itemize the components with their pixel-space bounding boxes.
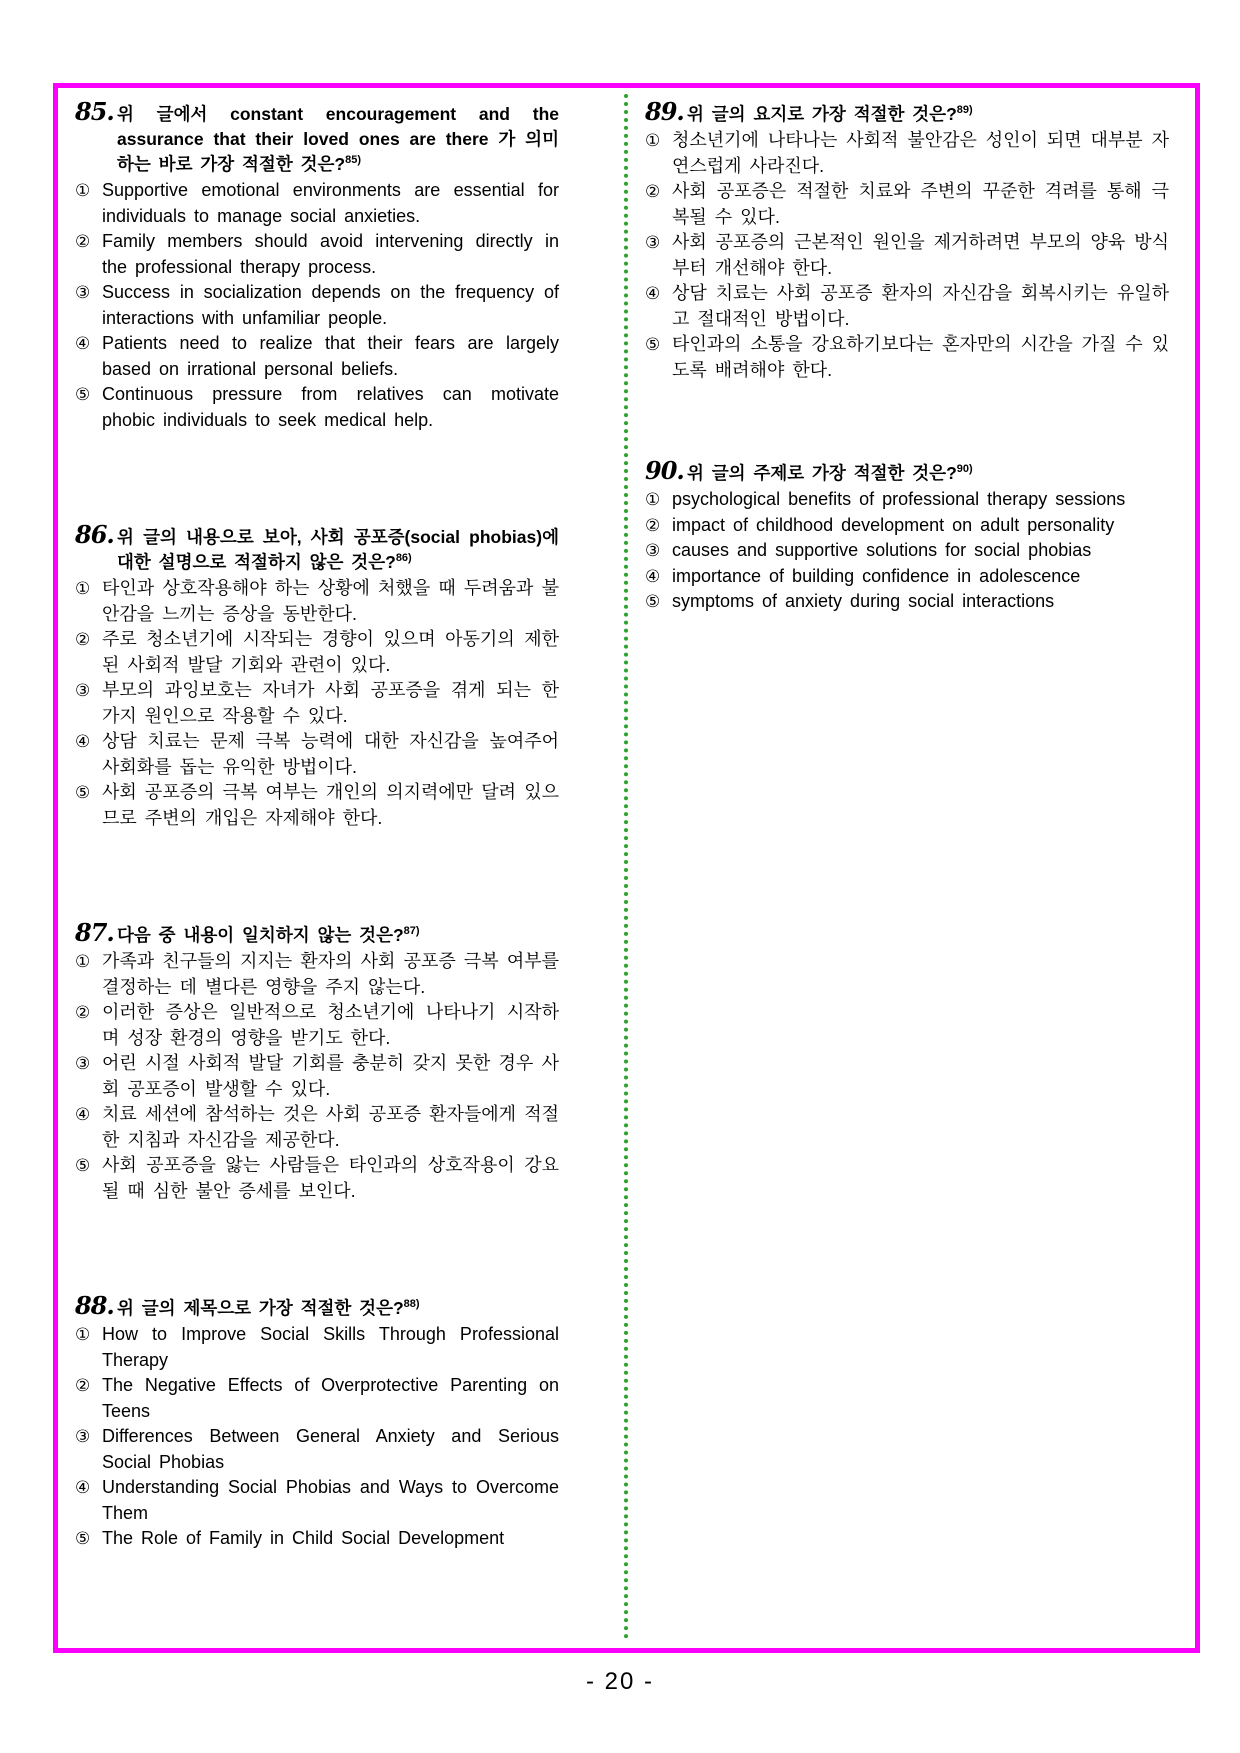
question-89-stem-text: 위 글의 요지로 가장 적절한 것은? xyxy=(687,104,957,124)
option-4-text: importance of building confidence in adolescence xyxy=(672,565,1081,586)
option-5-text: 사회 공포증의 극복 여부는 개인의 의지력에만 달려 있으므로 주변의 개입은 자제해야 한다. xyxy=(102,782,559,828)
option-4-marker: ④ xyxy=(75,1478,91,1497)
option-2-marker: ② xyxy=(75,232,91,251)
option-1-marker: ① xyxy=(75,181,91,200)
option-1-marker: ① xyxy=(645,490,661,509)
option-2 xyxy=(645,179,1169,230)
option-3-text: 부모의 과잉보호는 자녀가 사회 공포증을 겪게 되는 한 가지 원인으로 작용할 수 있다. xyxy=(102,680,559,726)
option-3-marker: ③ xyxy=(645,233,661,252)
option-2-text: 사회 공포증은 적절한 치료와 주변의 꾸준한 격려를 통해 극복될 수 있다. xyxy=(672,181,1169,227)
question-85-footnote-ref: 85) xyxy=(345,154,361,167)
question-89-stem xyxy=(645,97,1169,127)
question-85-stem xyxy=(75,97,559,177)
option-4-text: 치료 세션에 참석하는 것은 사회 공포증 환자들에게 적절한 지침과 자신감을 제공한다. xyxy=(102,1104,559,1150)
option-4-marker: ④ xyxy=(645,284,661,303)
question-90-options xyxy=(645,487,1169,615)
option-1-text: psychological benefits of professional therapy sessions xyxy=(672,489,1126,509)
option-4-text: 상담 치료는 사회 공포증 환자의 자신감을 회복시키는 유일하고 절대적인 방법이다. xyxy=(672,283,1169,329)
question-86-stem-text: 위 글의 내용으로 보아, 사회 공포증(social phobias)에 대한 설명으로 적절하지 않은 것은? xyxy=(117,527,559,572)
question-89-number: 89. xyxy=(645,97,684,126)
question-85-options xyxy=(75,178,559,433)
option-2-marker: ② xyxy=(645,515,661,535)
option-3-marker: ③ xyxy=(75,1427,91,1446)
option-1 xyxy=(75,576,559,627)
option-1-text: 청소년기에 나타나는 사회적 불안감은 성인이 되면 대부분 자연스럽게 사라진다. xyxy=(672,130,1169,176)
option-3 xyxy=(75,280,559,331)
question-88 xyxy=(75,1291,559,1552)
option-3-text: causes and supportive solutions for social phobias xyxy=(672,540,1092,560)
option-4-text: 상담 치료는 문제 극복 능력에 대한 자신감을 높여주어 사회화를 돕는 유익한 방법이다. xyxy=(102,731,559,777)
option-2-text: 주로 청소년기에 시작되는 경향이 있으며 아동기의 제한된 사회적 발달 기회와 관련이 있다. xyxy=(102,629,559,675)
option-5 xyxy=(75,1526,559,1552)
option-4 xyxy=(645,281,1169,332)
option-4 xyxy=(75,331,559,382)
option-5-text: 사회 공포증을 앓는 사람들은 타인과의 상호작용이 강요될 때 심한 불안 증세를 보인다. xyxy=(102,1155,559,1201)
column-divider xyxy=(624,94,628,1640)
option-2-text: The Negative Effects of Overprotective Parenting on Teens xyxy=(102,1375,559,1421)
option-1-text: 가족과 친구들의 지지는 환자의 사회 공포증 극복 여부를 결정하는 데 별다른 영향을 주지 않는다. xyxy=(102,951,559,997)
option-5-text: symptoms of anxiety during social interactions xyxy=(672,591,1055,611)
option-3-marker: ③ xyxy=(75,681,91,700)
option-1-text: 타인과 상호작용해야 하는 상황에 처했을 때 두려움과 불안감을 느끼는 증상을 동반한다. xyxy=(102,578,559,624)
option-1 xyxy=(645,487,1169,513)
option-3 xyxy=(75,1424,559,1475)
exam-page-frame xyxy=(53,83,1200,1653)
option-5-text: The Role of Family in Child Social Development xyxy=(102,1528,505,1548)
option-1-text: Supportive emotional environments are essential for individuals to manage social anxieties. xyxy=(102,180,559,226)
option-1-text: How to Improve Social Skills Through Professional Therapy xyxy=(102,1324,559,1370)
option-5 xyxy=(75,780,559,831)
option-3-text: Differences Between General Anxiety and Serious Social Phobias xyxy=(102,1426,559,1472)
question-86-number: 86. xyxy=(75,520,114,549)
option-1 xyxy=(645,128,1169,179)
option-1 xyxy=(75,178,559,229)
option-2 xyxy=(75,229,559,280)
option-5 xyxy=(645,589,1169,615)
question-88-stem-text: 위 글의 제목으로 가장 적절한 것은? xyxy=(117,1298,404,1318)
option-1 xyxy=(75,949,559,1000)
option-5-marker: ⑤ xyxy=(75,1156,91,1175)
option-4-marker: ④ xyxy=(75,334,91,353)
question-90-stem-text: 위 글의 주제로 가장 적절한 것은? xyxy=(687,463,957,483)
option-4 xyxy=(75,729,559,780)
question-88-stem xyxy=(75,1291,559,1321)
option-3 xyxy=(75,1051,559,1102)
option-1-marker: ① xyxy=(75,579,91,598)
option-5 xyxy=(75,1153,559,1204)
question-86-stem xyxy=(75,520,559,575)
option-2 xyxy=(75,1373,559,1424)
option-3-text: 어린 시절 사회적 발달 기회를 충분히 갖지 못한 경우 사회 공포증이 발생할 수 있다. xyxy=(102,1053,559,1099)
option-2-text: 이러한 증상은 일반적으로 청소년기에 나타나기 시작하며 성장 환경의 영향을 받기도 한다. xyxy=(102,1002,559,1048)
option-3-text: Success in socialization depends on the frequency of interactions with unfamiliar people. xyxy=(102,282,559,328)
option-4-text: Patients need to realize that their fears are largely based on irrational personal beliefs. xyxy=(102,333,559,379)
question-90-stem xyxy=(645,456,1169,486)
option-4 xyxy=(645,564,1169,590)
question-87 xyxy=(75,918,559,1204)
option-5-text: Continuous pressure from relatives can motivate phobic individuals to seek medical help. xyxy=(102,384,559,430)
option-5-marker: ⑤ xyxy=(75,1529,91,1548)
option-2-marker: ② xyxy=(75,630,91,649)
question-88-options xyxy=(75,1322,559,1552)
option-4-marker: ④ xyxy=(645,566,661,586)
right-column xyxy=(645,97,1169,615)
left-column xyxy=(75,97,559,1552)
option-1-marker: ① xyxy=(75,1325,91,1344)
question-90-number: 90. xyxy=(645,456,684,485)
question-90-footnote-ref: 90) xyxy=(956,463,973,476)
option-5 xyxy=(645,332,1169,383)
question-86 xyxy=(75,520,559,831)
option-4-text: Understanding Social Phobias and Ways to Overcome Them xyxy=(102,1477,559,1523)
option-2-marker: ② xyxy=(75,1003,91,1022)
option-2 xyxy=(75,627,559,678)
option-4-marker: ④ xyxy=(75,732,91,751)
option-5-marker: ⑤ xyxy=(645,592,661,611)
option-2-text: impact of childhood development on adult personality xyxy=(672,514,1115,535)
question-87-stem-text: 다음 중 내용이 일치하지 않는 것은? xyxy=(117,925,404,945)
question-86-footnote-ref: 86) xyxy=(395,552,412,565)
option-5-marker: ⑤ xyxy=(75,783,91,802)
question-88-number: 88. xyxy=(75,1291,114,1320)
option-5-marker: ⑤ xyxy=(75,385,91,404)
option-5-text: 타인과의 소통을 강요하기보다는 혼자만의 시간을 가질 수 있도록 배려해야 한다. xyxy=(672,334,1169,380)
option-3 xyxy=(645,538,1169,564)
option-1 xyxy=(75,1322,559,1373)
option-5-marker: ⑤ xyxy=(645,335,661,354)
question-89-footnote-ref: 89) xyxy=(956,104,973,117)
option-4 xyxy=(75,1475,559,1526)
option-1-marker: ① xyxy=(75,952,91,971)
question-85-number: 85. xyxy=(75,97,114,126)
question-87-footnote-ref: 87) xyxy=(403,925,420,938)
question-87-options xyxy=(75,949,559,1204)
option-3-marker: ③ xyxy=(645,541,661,560)
option-5 xyxy=(75,382,559,433)
option-4 xyxy=(75,1102,559,1153)
option-3 xyxy=(75,678,559,729)
question-87-stem xyxy=(75,918,559,948)
option-3-marker: ③ xyxy=(75,283,91,302)
option-3-text: 사회 공포증의 근본적인 원인을 제거하려면 부모의 양육 방식부터 개선해야 한다. xyxy=(672,232,1169,278)
option-4-marker: ④ xyxy=(75,1105,91,1124)
question-87-number: 87. xyxy=(75,918,114,947)
question-90 xyxy=(645,456,1169,615)
question-89 xyxy=(645,97,1169,383)
option-1-marker: ① xyxy=(645,131,661,150)
option-2-marker: ② xyxy=(645,182,661,201)
option-3-marker: ③ xyxy=(75,1054,91,1073)
question-85-stem-text: 위 글에서 constant encouragement and the assurance that their loved ones are there 가 의미하는 바로 가장 적절한 것은? xyxy=(117,104,559,174)
option-2 xyxy=(645,513,1169,539)
option-2-text: Family members should avoid intervening directly in the professional therapy process. xyxy=(102,231,559,277)
option-2 xyxy=(75,1000,559,1051)
question-86-options xyxy=(75,576,559,831)
question-85 xyxy=(75,97,559,433)
option-2-marker: ② xyxy=(75,1376,91,1395)
page-number: - 20 - xyxy=(585,1668,654,1695)
question-89-options xyxy=(645,128,1169,383)
question-88-footnote-ref: 88) xyxy=(403,1298,420,1311)
option-3 xyxy=(645,230,1169,281)
